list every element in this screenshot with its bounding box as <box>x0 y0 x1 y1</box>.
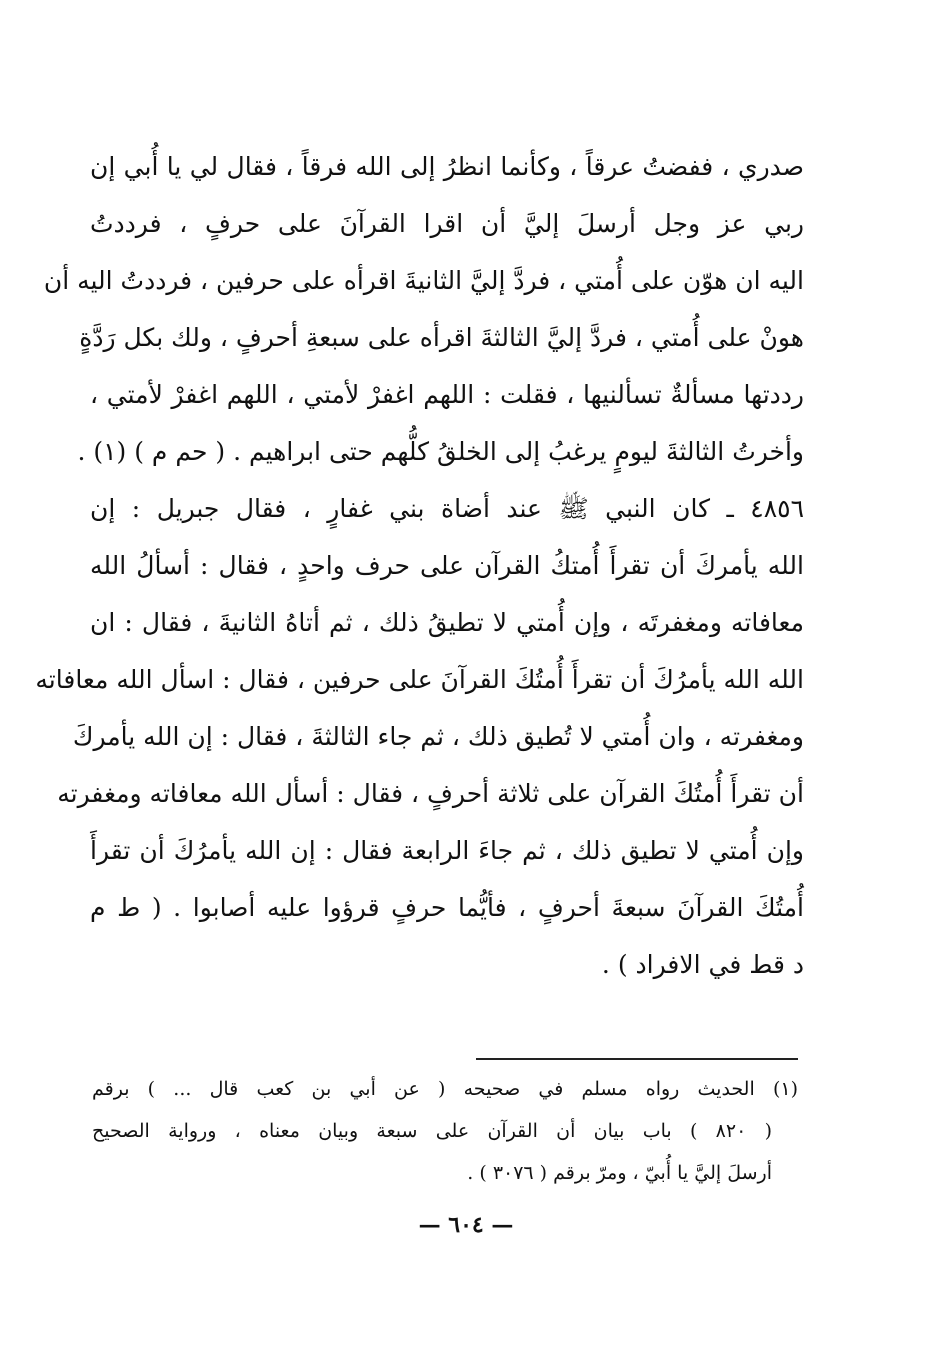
text-line: الله يأمركَ أن تقرأَ أُمتكُ القرآن على حرف واحدٍ ، فقال : أسألُ الله <box>90 551 804 580</box>
page-number: — ٦٠٤ — <box>418 1212 514 1238</box>
text-line: صدري ، ففضتُ عرقاً ، وكأنما انظرُ إلى الله فرقاً ، فقال لي يا أُبي إن <box>90 152 804 181</box>
text-line: ربي عز وجل أرسلَ إليَّ أن اقرا القرآنَ على حرفٍ ، فرددتُ <box>90 209 804 238</box>
footnote-line: ( ٨٢٠ ) باب بيان أن القرآن على سبعة وبيان معناه ، ورواية الصحيح <box>92 1120 772 1142</box>
text-line: د قط في الافراد ) . <box>601 950 804 979</box>
text-line: الله الله يأمرُكَ أن تقرأَ أُمتُكَ القرآنَ على حرفين ، فقال : اسأل الله معافاته <box>35 665 804 694</box>
text-line: وأخرتُ الثالثةَ ليومٍ يرغبُ إلى الخلقُ كلُّهم حتى ابراهيم . ( حم م ) (١) . <box>77 437 804 466</box>
text-line: معافاته ومغفرتَه ، وإن أُمتي لا تطيقُ ذلك ، ثم أتاهُ الثانيةَ ، فقال : ان <box>90 608 804 637</box>
text-line: أُمتُكَ القرآنَ سبعةَ أحرفٍ ، فأيُّما حرفٍ قرؤوا عليه أصابوا . ( ط م <box>90 893 804 922</box>
main-text <box>35 138 804 993</box>
text-line: أن تقرأَ أُمتُكَ القرآن على ثلاثة أحرفٍ ، فقال : أسأل الله معافاته ومغفرته <box>57 779 804 808</box>
hadith-4856-start: ٤٨٥٦ ـ كان النبي ﷺ عند أضاة بني غفارٍ ، فقال جبريل : إن <box>90 494 804 523</box>
footnotes <box>92 1068 798 1194</box>
footnote-divider <box>476 1058 798 1060</box>
text-line: وإن أُمتي لا تطيق ذلك ، ثم جاءَ الرابعة فقال : إن الله يأمرُكَ أن تقرأَ <box>90 836 804 865</box>
footnote-line: (١) الحديث رواه مسلم في صحيحه ( عن أبي بن كعب قال ... ) برقم <box>92 1078 798 1100</box>
text-line: رددتها مسألةٌ تسألنيها ، فقلت : اللهم اغفرْ لأمتي ، اللهم اغفرْ لأمتي ، <box>90 380 804 409</box>
text-line: اليه ان هوّن على أُمتي ، فردَّ إليَّ الثانيةَ اقرأه على حرفين ، فرددتُ اليه أن <box>43 266 804 295</box>
footnote-line: أرسلَ إليَّ يا أُبيّ ، ومرّ برقم ( ٣٠٧٦ ) . <box>467 1162 772 1184</box>
text-line: هونْ على أُمتي ، فردَّ إليَّ الثالثةَ اقرأه على سبعةِ أحرفٍ ، ولك بكل رَدَّةٍ <box>79 323 804 352</box>
text-line: ومغفرته ، وان أُمتي لا تُطيق ذلك ، ثم جاء الثالثةَ ، فقال : إن الله يأمركَ <box>72 722 804 751</box>
